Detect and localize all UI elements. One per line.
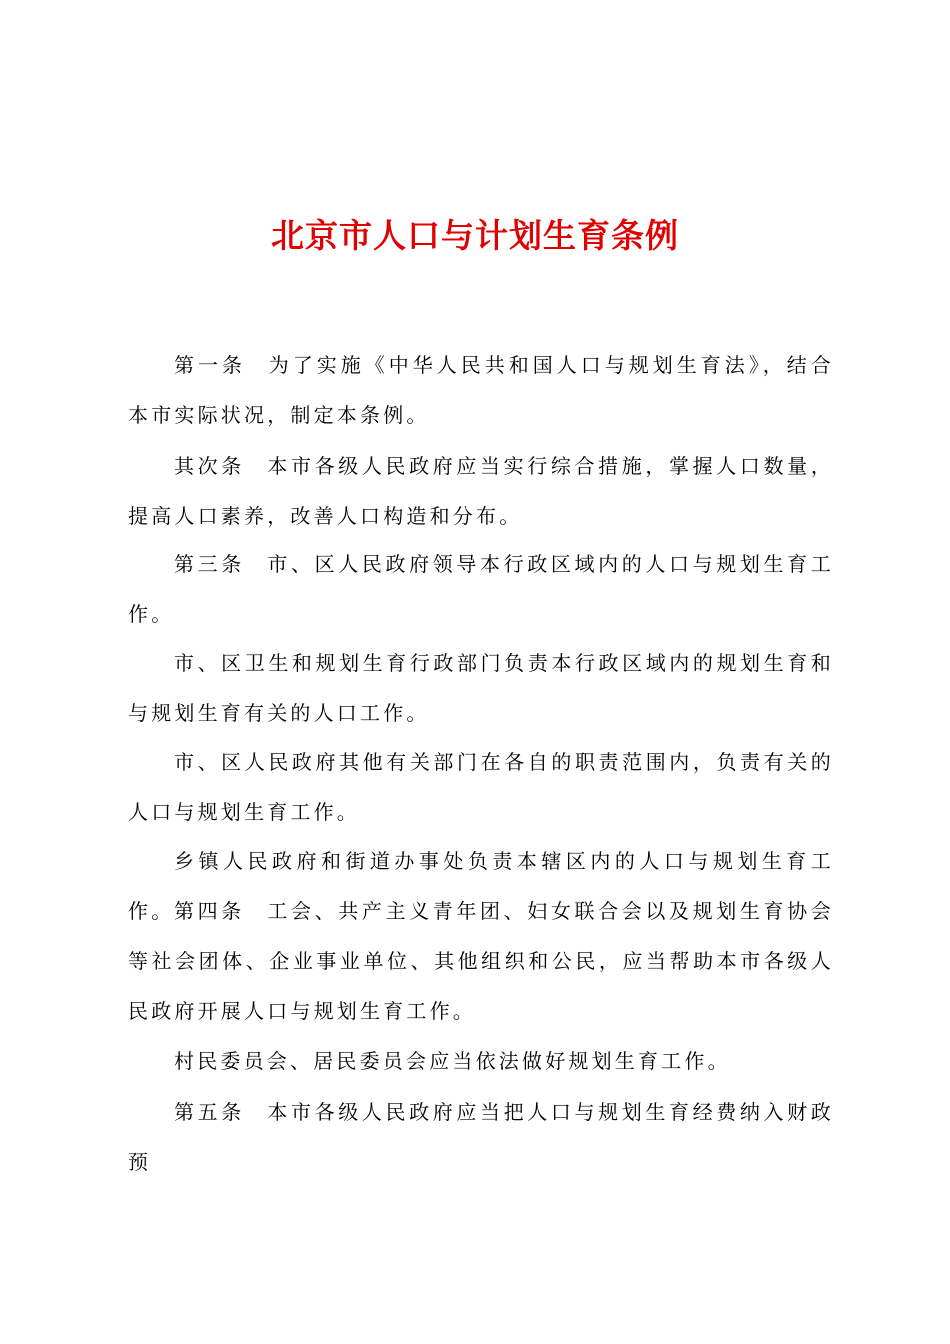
paragraph-article-4 <box>128 886 834 1036</box>
article-text: 为了实施《中华人民共和国人口与规划生育法》，结合本市实际状况，制定本条例。 <box>128 353 834 427</box>
clause-text: 市、区卫生和规划生育行政部门负责本行政区域内的规划生育和与规划生育有关的人口工作。 <box>128 651 834 725</box>
paragraph-article-2 <box>128 441 834 541</box>
article-text: 工会、共产主义青年团、妇女联合会以及规划生育协会等社会团体、企业事业单位、其他组织和公民，应当帮助本市各级人民政府开展人口与规划生育工作。 <box>128 899 834 1023</box>
clause-text: 乡镇人民政府和街道办事处负责本辖区内的人口与规划生育工作。 <box>128 849 834 923</box>
clause-text: 村民委员会、居民委员会应当依法做好规划生育工作。 <box>174 1049 731 1073</box>
paragraph-article-3-clause-3 <box>128 737 834 837</box>
article-label: 第三条 <box>174 552 245 576</box>
clause-text: 市、区人民政府其他有关部门在各自的职责范围内，负责有关的人口与规划生育工作。 <box>128 750 834 824</box>
paragraph-article-3 <box>128 539 834 639</box>
article-text: 本市各级人民政府应当把人口与规划生育经费纳入财政预 <box>128 1100 834 1174</box>
document-title: 北京市人口与计划生育条例 <box>271 216 679 255</box>
article-label: 第四条 <box>174 899 245 923</box>
paragraph-article-1 <box>128 340 834 440</box>
paragraph-article-4-clause-2 <box>128 1036 834 1086</box>
article-text: 本市各级人民政府应当实行综合措施，掌握人口数量，提高人口素养，改善人口构造和分布。 <box>128 454 834 528</box>
article-label: 第五条 <box>174 1100 245 1124</box>
article-label: 其次条 <box>174 454 245 478</box>
article-label: 第一条 <box>174 353 246 377</box>
paragraph-article-5 <box>128 1087 834 1187</box>
paragraph-article-3-clause-2 <box>128 638 834 738</box>
article-text: 市、区人民政府领导本行政区域内的人口与规划生育工作。 <box>128 552 834 626</box>
